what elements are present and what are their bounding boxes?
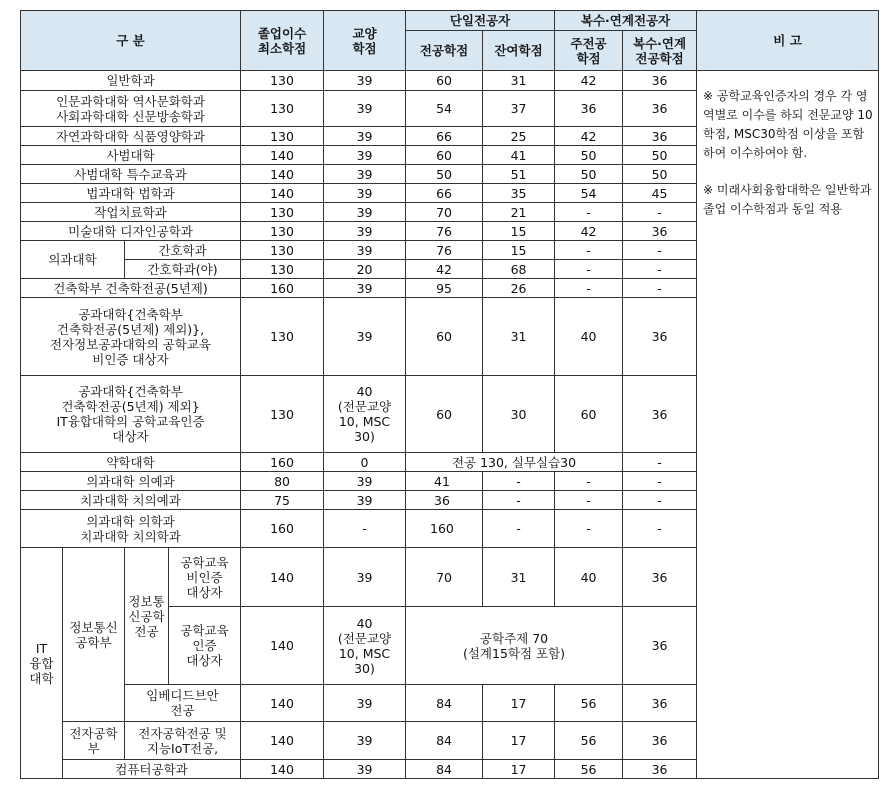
grad-credits: 160 [241, 279, 324, 298]
major-credits: 36 [406, 491, 483, 510]
extra-credits: 26 [483, 279, 555, 298]
main-major-credits: - [555, 510, 623, 548]
grad-credits: 75 [241, 491, 324, 510]
major-credits: 60 [406, 71, 483, 91]
multi-major-credits: 36 [623, 222, 697, 241]
multi-major-credits: - [623, 453, 697, 472]
liberal-credits: 39 [324, 298, 406, 376]
grad-credits: 160 [241, 510, 324, 548]
major-credits: 54 [406, 91, 483, 127]
multi-major-credits: - [623, 491, 697, 510]
row-label: 간호학과 [125, 241, 241, 260]
grad-credits: 140 [241, 607, 324, 685]
major-credits: 160 [406, 510, 483, 548]
extra-credits: - [483, 491, 555, 510]
remark-note: ※ 공학교육인증자의 경우 각 영역별로 이수를 하되 전문교양 10학점, MSC30학점 이상을 포함하여 이수하여야 함. [703, 89, 873, 160]
multi-major-credits: 36 [623, 71, 697, 91]
liberal-credits: 39 [324, 91, 406, 127]
main-major-credits: 42 [555, 127, 623, 146]
liberal-credits: 39 [324, 203, 406, 222]
header-major-credits: 전공학점 [406, 31, 483, 71]
extra-credits: 17 [483, 685, 555, 722]
liberal-credits: 39 [324, 165, 406, 184]
major-credits: 66 [406, 184, 483, 203]
extra-credits: 31 [483, 548, 555, 607]
multi-major-credits: 36 [623, 607, 697, 685]
extra-credits: 21 [483, 203, 555, 222]
liberal-credits: 39 [324, 472, 406, 491]
it-major-label: 정보통 신공학 전공 [125, 548, 169, 685]
row-label: 건축학부 건축학전공(5년제) [21, 279, 241, 298]
grad-credits: 130 [241, 71, 324, 91]
main-major-credits: 36 [555, 91, 623, 127]
main-major-credits: 50 [555, 146, 623, 165]
extra-credits: 68 [483, 260, 555, 279]
multi-major-credits: - [623, 279, 697, 298]
main-major-credits: 60 [555, 376, 623, 453]
major-credits: 76 [406, 222, 483, 241]
grad-credits: 140 [241, 548, 324, 607]
grad-credits: 130 [241, 91, 324, 127]
multi-major-credits: 50 [623, 146, 697, 165]
multi-major-credits: 36 [623, 722, 697, 760]
grad-credits: 130 [241, 222, 324, 241]
extra-credits: 25 [483, 127, 555, 146]
it-college-label: IT 융합 대학 [21, 548, 63, 779]
extra-credits: 51 [483, 165, 555, 184]
main-major-credits: - [555, 279, 623, 298]
major-credits: 84 [406, 722, 483, 760]
multi-major-credits: - [623, 260, 697, 279]
multi-major-credits: 36 [623, 127, 697, 146]
major-credits: 70 [406, 548, 483, 607]
main-major-credits: 40 [555, 548, 623, 607]
multi-major-credits: 36 [623, 298, 697, 376]
row-label: 미술대학 디자인공학과 [21, 222, 241, 241]
main-major-credits: - [555, 491, 623, 510]
header-multi-major: 복수·연계전공자 [555, 11, 697, 31]
row-label: 인문과학대학 역사문화학과 사회과학대학 신문방송학과 [21, 91, 241, 127]
header-single-major: 단일전공자 [406, 11, 555, 31]
main-major-credits: - [555, 203, 623, 222]
it-major-label: 전자공학전공 및 지능IoT전공, [125, 722, 241, 760]
row-label: 공과대학{건축학부 건축학전공(5년제) 제외} IT융합대학의 공학교육인증 대상자 [21, 376, 241, 453]
liberal-credits: 39 [324, 760, 406, 779]
grad-credits: 130 [241, 203, 324, 222]
major-credits: 60 [406, 146, 483, 165]
multi-major-credits: - [623, 241, 697, 260]
multi-major-credits: 50 [623, 165, 697, 184]
liberal-credits: 39 [324, 685, 406, 722]
extra-credits: 17 [483, 722, 555, 760]
main-major-credits: 42 [555, 222, 623, 241]
table-row [21, 71, 879, 91]
multi-major-credits: 36 [623, 91, 697, 127]
major-credits: 84 [406, 760, 483, 779]
liberal-credits: 40 (전문교양 10, MSC 30) [324, 376, 406, 453]
liberal-credits: 40 (전문교양 10, MSC 30) [324, 607, 406, 685]
row-label: 의과대학 의예과 [21, 472, 241, 491]
multi-major-credits: 36 [623, 376, 697, 453]
multi-major-credits: 45 [623, 184, 697, 203]
grad-credits: 130 [241, 241, 324, 260]
row-label: 자연과학대학 식품영양학과 [21, 127, 241, 146]
header-remarks: 비 고 [697, 11, 879, 71]
grad-credits: 130 [241, 260, 324, 279]
extra-credits: 41 [483, 146, 555, 165]
liberal-credits: 39 [324, 184, 406, 203]
remark-note: ※ 미래사회융합대학은 일반학과 졸업 이수학점과 동일 적용 [703, 183, 872, 216]
row-label: 공과대학{건축학부 건축학전공(5년제) 제외)}, 전자정보공과대학의 공학교육 비인증 대상자 [21, 298, 241, 376]
it-sub-label: 공학교육 인증 대상자 [169, 607, 241, 685]
grad-credits: 130 [241, 127, 324, 146]
header-extra-credits: 잔여학점 [483, 31, 555, 71]
row-label: 간호학과(야) [125, 260, 241, 279]
header-category: 구 분 [21, 11, 241, 71]
multi-major-credits: 36 [623, 685, 697, 722]
major-credits: 76 [406, 241, 483, 260]
credit-table [20, 10, 879, 779]
header-multi-credits: 복수·연계 전공학점 [623, 31, 697, 71]
liberal-credits: 39 [324, 71, 406, 91]
multi-major-credits: 36 [623, 548, 697, 607]
extra-credits: 17 [483, 760, 555, 779]
extra-credits: 35 [483, 184, 555, 203]
header-main-major: 주전공 학점 [555, 31, 623, 71]
multi-major-credits: - [623, 510, 697, 548]
merged-credits: 전공 130, 실무실습30 [406, 453, 623, 472]
liberal-credits: 20 [324, 260, 406, 279]
liberal-credits: 39 [324, 241, 406, 260]
grad-credits: 140 [241, 146, 324, 165]
liberal-credits: 39 [324, 491, 406, 510]
extra-credits: 31 [483, 71, 555, 91]
multi-major-credits: - [623, 472, 697, 491]
liberal-credits: 39 [324, 127, 406, 146]
header-liberal: 교양 학점 [324, 11, 406, 71]
major-credits: 60 [406, 298, 483, 376]
grad-credits: 160 [241, 453, 324, 472]
liberal-credits: 39 [324, 548, 406, 607]
row-label: 의과대학 의학과 치과대학 치의학과 [21, 510, 241, 548]
main-major-credits: 56 [555, 760, 623, 779]
extra-credits: - [483, 510, 555, 548]
grad-credits: 140 [241, 722, 324, 760]
extra-credits: 30 [483, 376, 555, 453]
main-major-credits: - [555, 472, 623, 491]
major-credits: 50 [406, 165, 483, 184]
merged-credits: 공학주제 70 (설계15학점 포함) [406, 607, 623, 685]
extra-credits: 15 [483, 241, 555, 260]
main-major-credits: 56 [555, 685, 623, 722]
grad-credits: 140 [241, 760, 324, 779]
header-grad-min: 졸업이수 최소학점 [241, 11, 324, 71]
liberal-credits: 39 [324, 279, 406, 298]
grad-credits: 130 [241, 298, 324, 376]
main-major-credits: 56 [555, 722, 623, 760]
major-credits: 41 [406, 472, 483, 491]
it-major-label: 임베디드브안 전공 [125, 685, 241, 722]
liberal-credits: 39 [324, 222, 406, 241]
row-label: 사범대학 [21, 146, 241, 165]
multi-major-credits: 36 [623, 760, 697, 779]
extra-credits: - [483, 472, 555, 491]
main-major-credits: - [555, 241, 623, 260]
main-major-credits: 50 [555, 165, 623, 184]
major-credits: 95 [406, 279, 483, 298]
it-dept-label: 전자공학 부 [63, 722, 125, 760]
row-label: 사범대학 특수교육과 [21, 165, 241, 184]
grad-credits: 140 [241, 184, 324, 203]
row-label: 법과대학 법학과 [21, 184, 241, 203]
multi-major-credits: - [623, 203, 697, 222]
major-credits: 84 [406, 685, 483, 722]
liberal-credits: - [324, 510, 406, 548]
grad-credits: 130 [241, 376, 324, 453]
liberal-credits: 39 [324, 146, 406, 165]
main-major-credits: 40 [555, 298, 623, 376]
major-credits: 42 [406, 260, 483, 279]
major-credits: 66 [406, 127, 483, 146]
it-dept-label: 정보통신 공학부 [63, 548, 125, 722]
main-major-credits: 42 [555, 71, 623, 91]
credit-requirements [20, 10, 878, 779]
liberal-credits: 39 [324, 722, 406, 760]
row-label: 작업치료학과 [21, 203, 241, 222]
row-label: 일반학과 [21, 71, 241, 91]
grad-credits: 140 [241, 685, 324, 722]
major-credits: 70 [406, 203, 483, 222]
extra-credits: 15 [483, 222, 555, 241]
grad-credits: 140 [241, 165, 324, 184]
extra-credits: 31 [483, 298, 555, 376]
it-sub-label: 공학교육 비인증 대상자 [169, 548, 241, 607]
main-major-credits: 54 [555, 184, 623, 203]
extra-credits: 37 [483, 91, 555, 127]
row-group-label: 의과대학 [21, 241, 125, 279]
it-dept-label: 컴퓨터공학과 [63, 760, 241, 779]
grad-credits: 80 [241, 472, 324, 491]
remarks-cell [697, 71, 879, 779]
main-major-credits: - [555, 260, 623, 279]
liberal-credits: 0 [324, 453, 406, 472]
row-label: 약학대학 [21, 453, 241, 472]
row-label: 치과대학 치의예과 [21, 491, 241, 510]
major-credits: 60 [406, 376, 483, 453]
